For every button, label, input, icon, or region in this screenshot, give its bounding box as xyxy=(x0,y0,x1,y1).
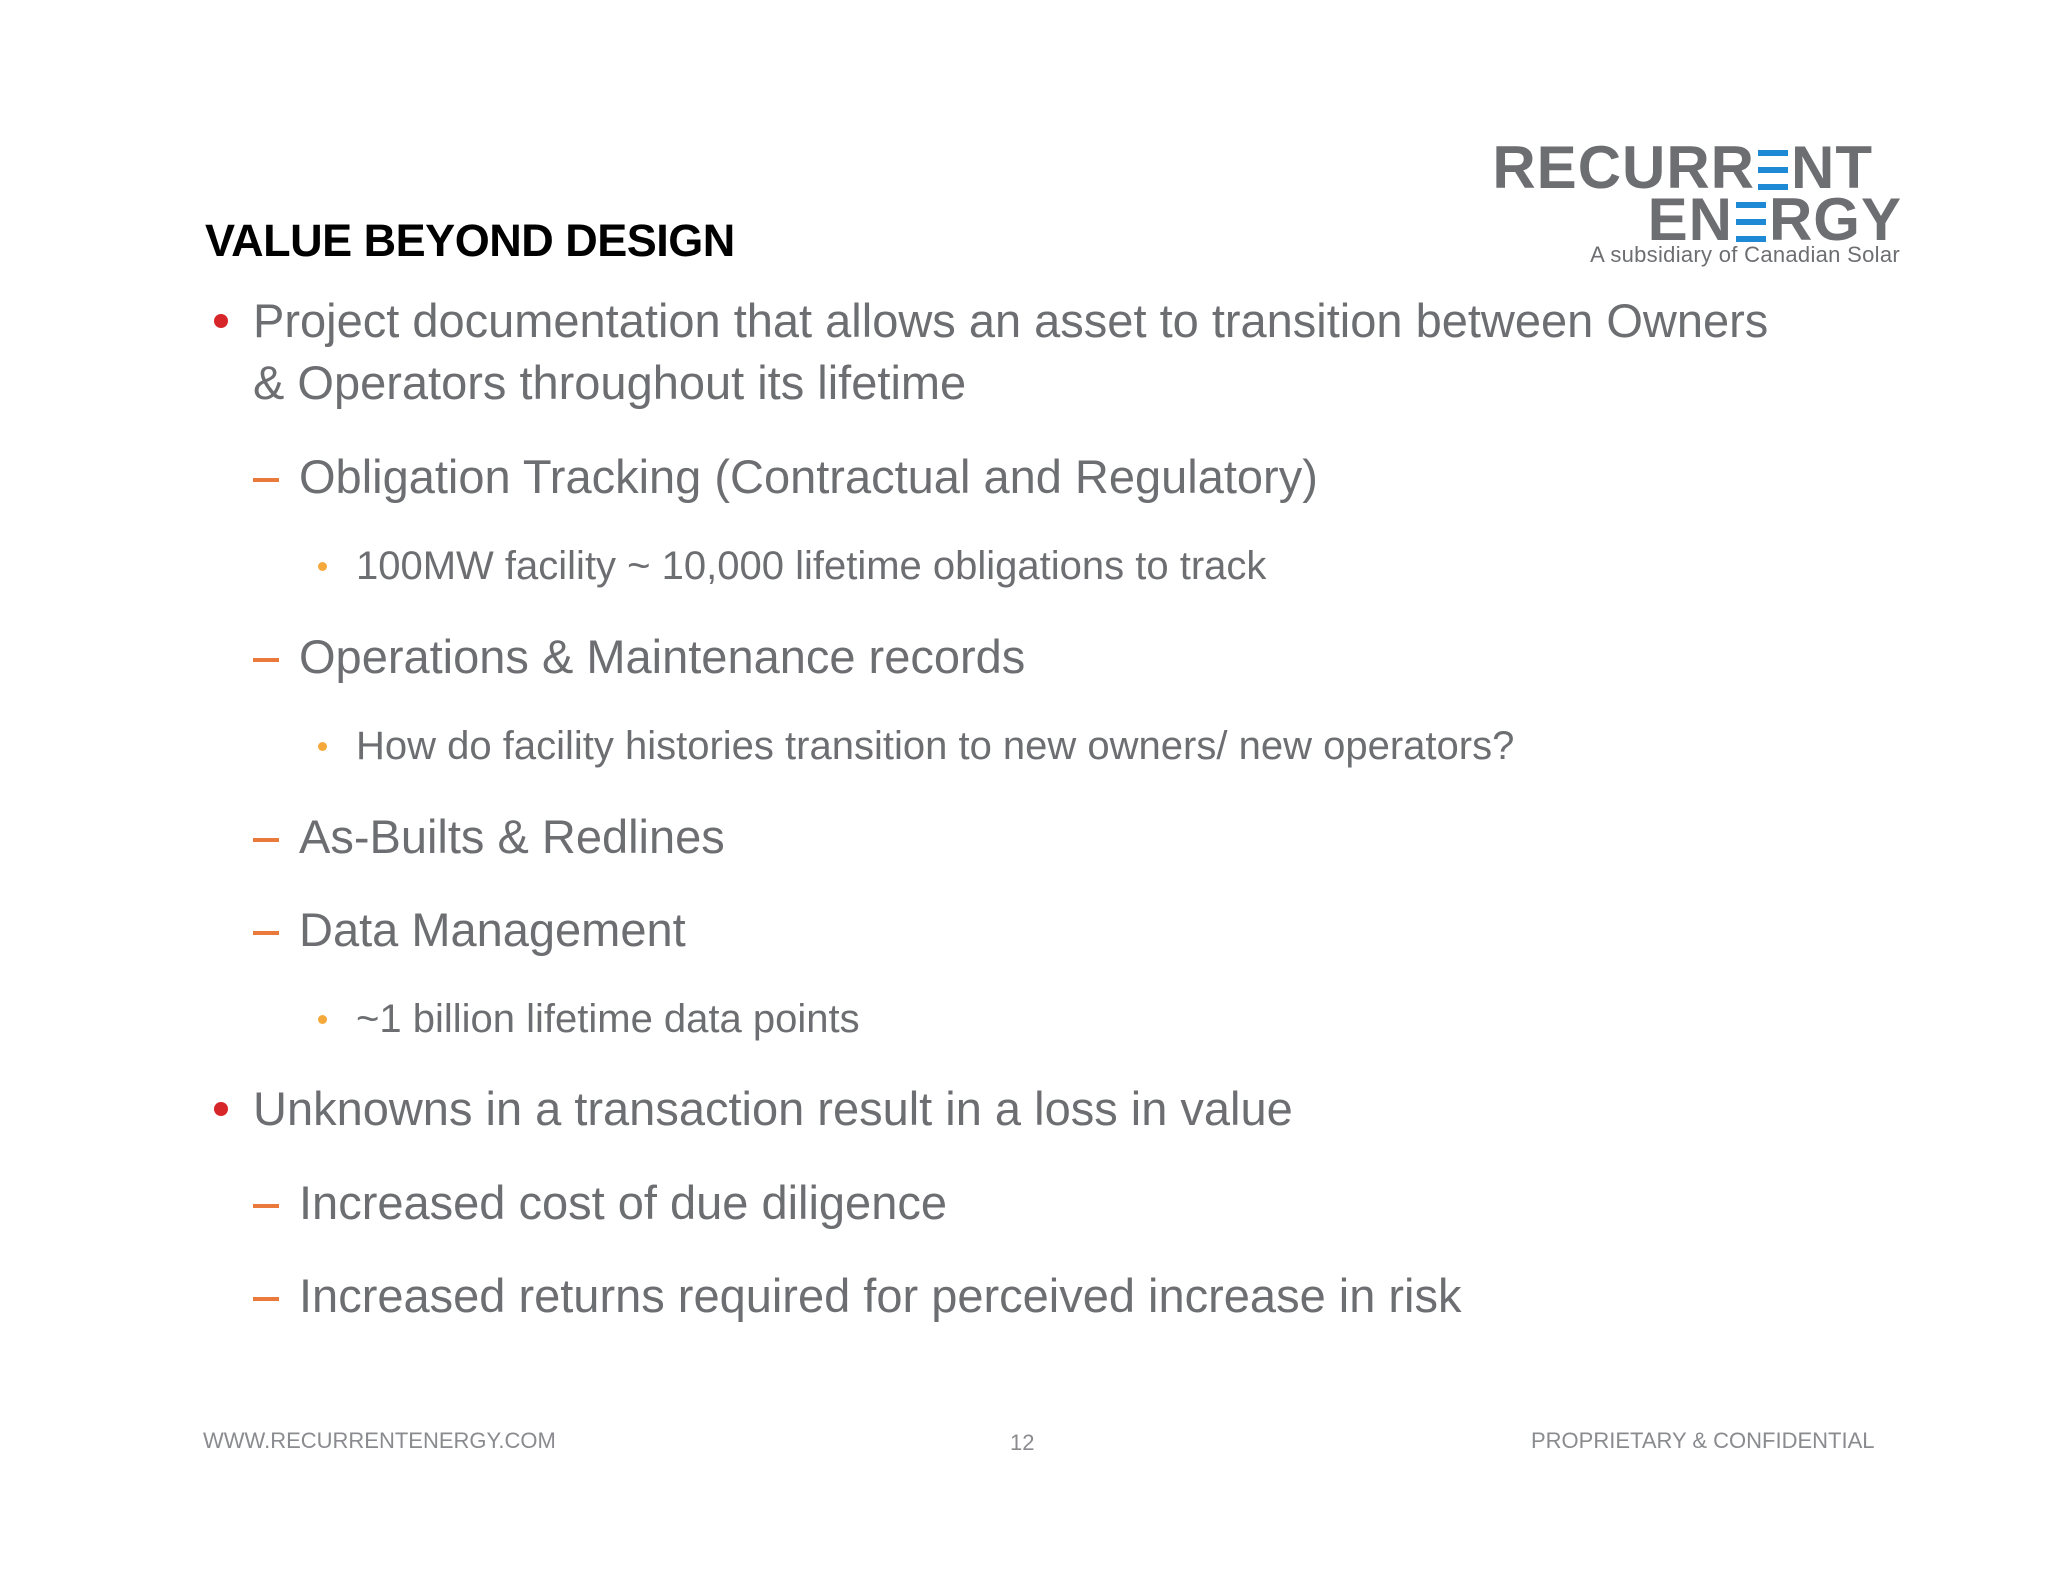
bullet-yellow-dot-icon xyxy=(318,1015,327,1024)
bullet-level2: As-Builts & Redlines xyxy=(299,810,725,863)
bullet-level1: Unknowns in a transaction result in a loss in value xyxy=(253,1082,1293,1135)
footer-confidential: PROPRIETARY & CONFIDENTIAL xyxy=(1531,1428,1875,1453)
bullet-yellow-dot-icon xyxy=(318,562,327,571)
bullet-orange-dash-icon xyxy=(253,838,279,842)
bullet-level3: How do facility histories transition to new owners/ new operators? xyxy=(356,724,1515,768)
slide-title: VALUE BEYOND DESIGN xyxy=(205,215,735,266)
bullet-level3: ~1 billion lifetime data points xyxy=(356,997,860,1041)
bullet-level3: 100MW facility ~ 10,000 lifetime obligations to track xyxy=(356,544,1267,588)
logo-text-1a: RECURR xyxy=(1492,134,1756,201)
bullet-yellow-dot-icon xyxy=(318,742,327,751)
bullet-level2: Obligation Tracking (Contractual and Regulatory) xyxy=(299,450,1318,503)
bullet-orange-dash-icon xyxy=(253,1204,279,1208)
bullet-level2: Operations & Maintenance records xyxy=(299,630,1026,683)
bullet-level1-line2: & Operators throughout its lifetime xyxy=(253,356,967,409)
bullet-red-dot-icon xyxy=(214,314,228,328)
bullet-orange-dash-icon xyxy=(253,478,279,482)
logo-text-2b: RGY xyxy=(1768,186,1902,253)
bullet-level2: Data Management xyxy=(299,903,686,956)
footer-website: WWW.RECURRENTENERGY.COM xyxy=(203,1428,556,1453)
bullet-orange-dash-icon xyxy=(253,931,279,935)
footer-page-number: 12 xyxy=(1010,1430,1035,1455)
company-logo xyxy=(1492,134,1910,268)
logo-text-1b: NT xyxy=(1791,134,1873,201)
logo-subtitle: A subsidiary of Canadian Solar xyxy=(1590,242,1900,267)
logo-text-2a: EN xyxy=(1647,186,1733,253)
bullet-level2: Increased returns required for perceived increase in risk xyxy=(299,1269,1462,1322)
bullet-level2: Increased cost of due diligence xyxy=(299,1176,947,1229)
logo-line-2 xyxy=(1647,186,1902,253)
bullet-orange-dash-icon xyxy=(253,658,279,662)
bullet-red-dot-icon xyxy=(214,1102,228,1116)
logo-e-mark-icon xyxy=(1736,200,1766,244)
bullet-orange-dash-icon xyxy=(253,1297,279,1301)
bullet-level1-line1: Project documentation that allows an asset to transition between Owners xyxy=(253,294,1769,347)
